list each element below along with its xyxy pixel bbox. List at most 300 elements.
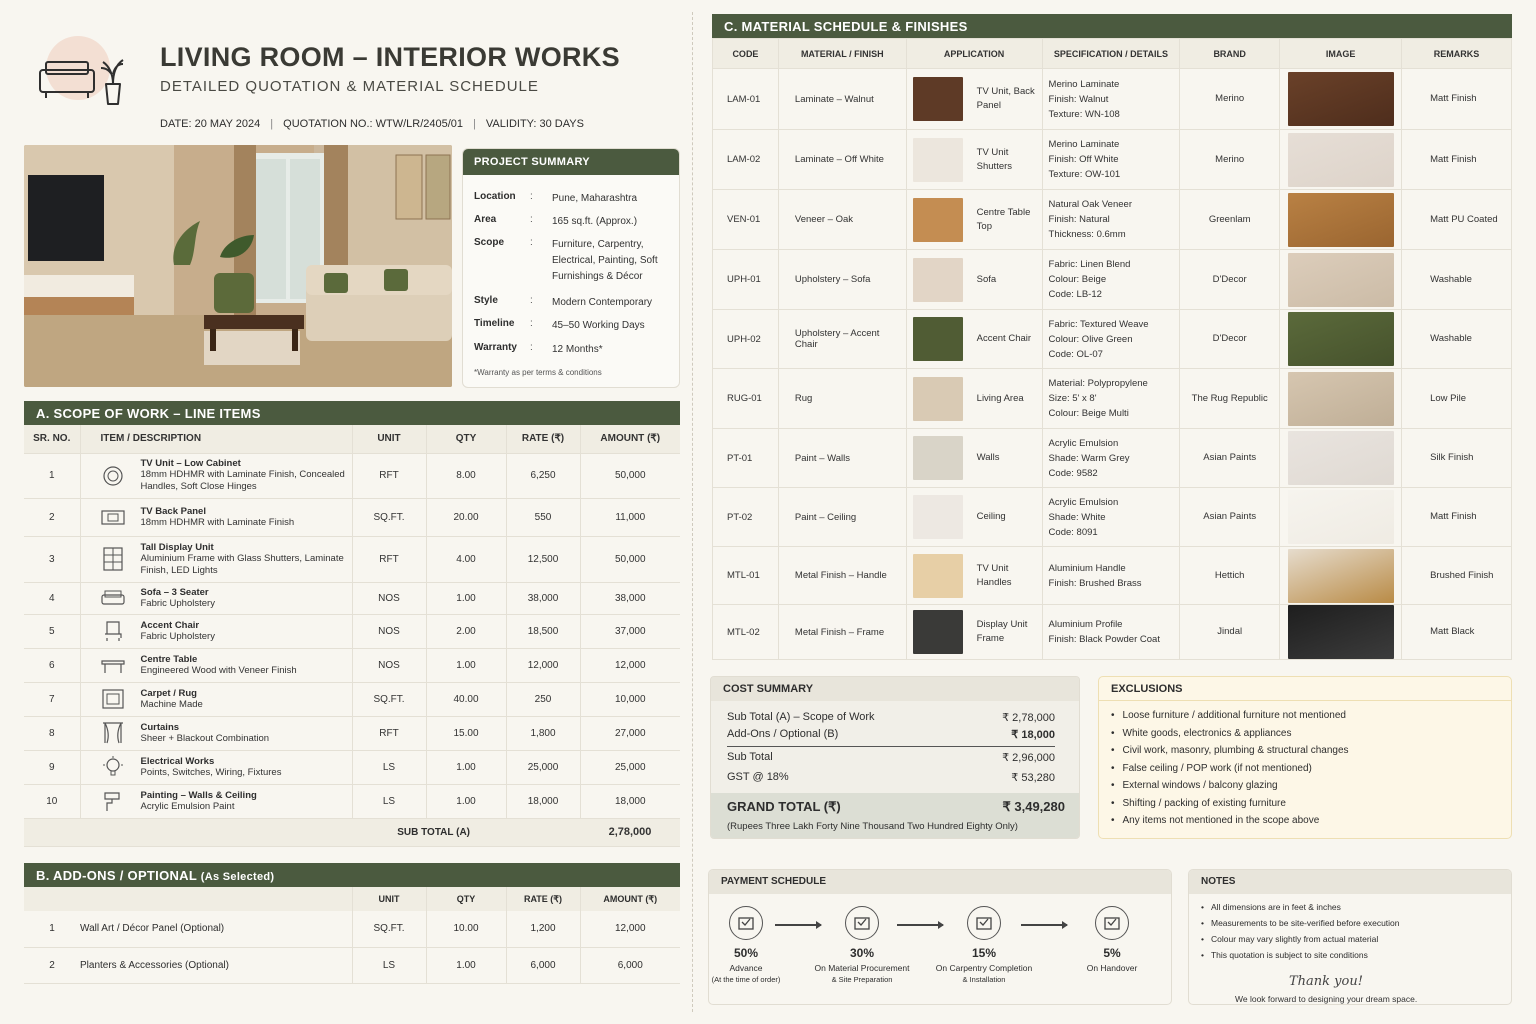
sr-no: 10	[24, 784, 80, 818]
spec-line: Code: OL-07	[1048, 348, 1103, 360]
payment-icon	[974, 913, 994, 933]
cost-summary-card	[710, 676, 1080, 839]
summary-value: 45–50 Working Days	[552, 320, 645, 331]
qty-cell: 8.00	[426, 453, 506, 498]
remarks-cell: Matt Finish	[1402, 130, 1512, 190]
col-spec: SPECIFICATION / DETAILS	[1042, 39, 1180, 69]
qty-cell: 2.00	[426, 614, 506, 648]
col-remarks: REMARKS	[1402, 39, 1512, 69]
payment-sublabel: & Site Preparation	[831, 975, 893, 984]
item-name: Accent Chair	[140, 619, 200, 631]
code-cell: MTL-01	[713, 547, 779, 605]
section-c-title: C. MATERIAL SCHEDULE & FINISHES	[712, 14, 1512, 38]
spec-line: Code: 9582	[1048, 467, 1098, 479]
item-description	[99, 789, 352, 813]
material-image	[1288, 193, 1394, 247]
amount-cell: 50,000	[580, 453, 680, 498]
spec-cell	[1042, 429, 1180, 488]
col-amount: AMOUNT (₹)	[580, 887, 680, 911]
spec-line: Acrylic Emulsion	[1048, 496, 1119, 508]
application-cell	[906, 190, 1042, 250]
rate-cell: 18,000	[506, 784, 580, 818]
table-row	[713, 130, 1512, 190]
material-image	[1288, 133, 1394, 187]
application-wrap	[913, 377, 1036, 421]
image-cell	[1280, 488, 1402, 547]
remarks-cell: Washable	[1402, 250, 1512, 310]
payment-sublabel: & Installation	[962, 975, 1006, 984]
list-item: • This quotation is subject to site conditions	[1201, 947, 1499, 963]
col-application: APPLICATION	[906, 39, 1042, 69]
cost-row	[727, 711, 1055, 724]
subtotal-label: SUB TOTAL (A)	[24, 818, 580, 846]
remarks-cell: Washable	[1402, 310, 1512, 369]
spec-line: Colour: Beige Multi	[1048, 408, 1129, 419]
living-room-logo-icon	[32, 30, 128, 110]
spec-line: Finish: Off White	[1048, 154, 1119, 165]
application-wrap	[913, 495, 1036, 539]
item-text	[141, 790, 257, 813]
item-detail: 18mm HDHMR with Laminate Finish	[140, 516, 295, 528]
code-cell: RUG-01	[713, 369, 779, 429]
addons-section	[24, 863, 680, 984]
item-name: Curtains	[140, 721, 180, 733]
spec-line: Shade: Warm Grey	[1048, 452, 1130, 464]
item-text	[141, 688, 203, 711]
summary-colon: :	[530, 237, 533, 248]
item-text	[141, 542, 352, 577]
application-cell	[906, 369, 1042, 429]
amount-cell: 27,000	[580, 716, 680, 750]
material-swatch	[913, 377, 963, 421]
table-row	[24, 947, 680, 983]
payment-step-icon	[729, 906, 763, 940]
payment-percent: 50%	[733, 946, 759, 960]
unit-cell: NOS	[352, 582, 426, 614]
spec-line: Code: LB-12	[1048, 289, 1102, 300]
col-material: MATERIAL / FINISH	[778, 39, 906, 69]
section-b-title-note: (As Selected)	[200, 871, 275, 883]
application-cell	[906, 130, 1042, 190]
material-image	[1288, 372, 1394, 426]
item-name: Sofa – 3 Seater	[140, 586, 209, 598]
application-cell	[906, 547, 1042, 605]
spec-line: Code: 8091	[1048, 526, 1098, 538]
cost-value: ₹ 53,280	[1011, 772, 1055, 784]
unit-cell: RFT	[352, 453, 426, 498]
qty-cell: 15.00	[426, 716, 506, 750]
summary-colon: :	[530, 295, 533, 306]
rate-cell: 25,000	[506, 750, 580, 784]
table-row	[713, 190, 1512, 250]
payment-icon	[736, 913, 756, 933]
cost-label: GST @ 18%	[727, 771, 789, 783]
amount-cell: 18,000	[580, 784, 680, 818]
section-b-title	[24, 863, 680, 887]
spec-line: Aluminium Handle	[1048, 562, 1126, 574]
payment-label: On Carpentry Completion	[935, 963, 1033, 973]
tv-panel-icon	[99, 505, 127, 529]
spec-cell	[1042, 488, 1180, 547]
list-item: • White goods, electronics & appliances	[1111, 725, 1499, 743]
item-cell	[80, 582, 352, 614]
summary-value: 12 Months*	[552, 344, 603, 355]
spec-line: Finish: Brushed Brass	[1048, 577, 1142, 589]
exclusions-card	[1098, 676, 1512, 839]
remarks-cell: Matt Finish	[1402, 488, 1512, 547]
remarks-cell: Matt Finish	[1402, 69, 1512, 130]
code-cell: LAM-01	[713, 69, 779, 130]
item-name: Painting – Walls & Ceiling	[140, 789, 257, 801]
material-image	[1288, 72, 1394, 126]
col-unit: UNIT	[352, 425, 426, 453]
rate-cell: 550	[506, 498, 580, 536]
scope-of-work-table	[24, 425, 680, 847]
material-cell: Metal Finish – Frame	[778, 605, 906, 660]
remarks-cell: Low Pile	[1402, 369, 1512, 429]
application-wrap	[913, 610, 1036, 654]
application-cell	[906, 605, 1042, 660]
brand-cell: D'Decor	[1180, 250, 1280, 310]
chair-icon	[99, 619, 127, 643]
summary-key: Scope	[474, 237, 505, 248]
col-rate: RATE (₹)	[506, 425, 580, 453]
bulb-icon	[99, 755, 127, 779]
item-cell	[80, 498, 352, 536]
material-image	[1288, 490, 1394, 544]
amount-cell: 12,000	[580, 648, 680, 682]
table-row	[713, 250, 1512, 310]
item-cell	[24, 947, 352, 983]
item-detail: Machine Made	[140, 698, 203, 710]
application-text: Display Unit Frame	[976, 619, 1028, 644]
application-wrap	[913, 436, 1036, 480]
image-cell	[1280, 429, 1402, 488]
table-row	[713, 429, 1512, 488]
table-row	[24, 453, 680, 498]
material-image	[1288, 312, 1394, 366]
rate-cell: 12,500	[506, 536, 580, 582]
notes-title: NOTES	[1189, 870, 1511, 894]
sr-no: 9	[24, 750, 80, 784]
image-cell	[1280, 250, 1402, 310]
col-qty: QTY	[426, 425, 506, 453]
summary-value: Modern Contemporary	[552, 297, 653, 308]
item-cell	[80, 453, 352, 498]
unit-cell: RFT	[352, 716, 426, 750]
spec-line: Material: Polypropylene	[1048, 378, 1148, 389]
subtotal-row	[24, 818, 680, 846]
summary-value: 165 sq.ft. (Approx.)	[552, 216, 638, 227]
sr-no: 2	[24, 498, 80, 536]
brand-cell: Asian Paints	[1180, 488, 1280, 547]
item-description	[99, 542, 352, 577]
payment-label: Advance	[729, 963, 763, 973]
item-cell	[80, 716, 352, 750]
spec-line: Fabric: Textured Weave	[1048, 318, 1149, 330]
spec-line: Texture: WN-108	[1048, 108, 1120, 120]
spec-cell	[1042, 605, 1180, 660]
item-description	[99, 505, 352, 529]
image-cell	[1280, 190, 1402, 250]
display-unit-icon	[99, 547, 127, 571]
material-swatch	[913, 138, 963, 182]
material-schedule-section	[712, 14, 1512, 660]
item-cell	[80, 784, 352, 818]
unit-cell: SQ.FT.	[352, 911, 426, 947]
table-icon	[99, 653, 127, 677]
exclusions-title: EXCLUSIONS	[1099, 677, 1511, 701]
curtain-icon	[99, 721, 127, 745]
item-description	[99, 586, 352, 610]
qty-cell: 1.00	[426, 750, 506, 784]
subtotal-value: 2,78,000	[580, 818, 680, 846]
item-text	[141, 458, 352, 493]
item-text	[141, 722, 270, 745]
sr-no: 1	[49, 923, 55, 935]
rate-cell: 12,000	[506, 648, 580, 682]
list-item: • Loose furniture / additional furniture not mentioned	[1111, 707, 1499, 725]
payment-step-icon	[1095, 906, 1129, 940]
amount-cell: 12,000	[580, 911, 680, 947]
item-description	[99, 721, 352, 745]
table-row	[713, 547, 1512, 605]
sr-no: 2	[49, 959, 55, 971]
rate-cell: 38,000	[506, 582, 580, 614]
material-cell: Veneer – Oak	[778, 190, 906, 250]
table-header-row	[24, 887, 680, 911]
list-item: • All dimensions are in feet & inches	[1201, 899, 1499, 915]
cabinet-icon	[99, 464, 127, 488]
spec-cell	[1042, 369, 1180, 429]
qty-cell: 1.00	[426, 582, 506, 614]
scope-of-work-section	[24, 401, 680, 847]
amount-cell: 37,000	[580, 614, 680, 648]
application-text: Sofa	[976, 273, 997, 285]
application-text: Walls	[976, 452, 1000, 463]
table-row	[24, 750, 680, 784]
item-cell	[80, 682, 352, 716]
section-a-title: A. SCOPE OF WORK – LINE ITEMS	[24, 401, 680, 425]
item-cell	[80, 648, 352, 682]
quotation-validity: VALIDITY: 30 DAYS	[485, 118, 584, 130]
item-text	[141, 756, 282, 779]
spec-line: Fabric: Linen Blend	[1048, 259, 1131, 270]
payment-percent: 30%	[849, 946, 875, 960]
sr-no: 7	[24, 682, 80, 716]
application-text: TV Unit Handles	[976, 562, 1012, 588]
payment-percent: 15%	[971, 946, 997, 960]
qty-cell: 1.00	[426, 648, 506, 682]
material-swatch	[913, 436, 963, 480]
cost-value: ₹ 2,96,000	[1002, 752, 1055, 764]
spec-line: Natural Oak Veneer	[1048, 199, 1132, 210]
item-text	[141, 587, 215, 610]
summary-row-area	[474, 214, 678, 230]
material-image	[1288, 605, 1394, 659]
payment-schedule-card	[708, 869, 1172, 1005]
addons-table	[24, 887, 680, 984]
amount-cell: 6,000	[580, 947, 680, 983]
col-amount: AMOUNT (₹)	[580, 425, 680, 453]
material-schedule-table	[712, 38, 1512, 660]
item-name: TV Unit – Low Cabinet	[140, 458, 241, 469]
table-row	[713, 605, 1512, 660]
code-cell: VEN-01	[713, 190, 779, 250]
item-detail: Acrylic Emulsion Paint	[140, 800, 235, 812]
col-rate: RATE (₹)	[506, 887, 580, 911]
rate-cell: 18,500	[506, 614, 580, 648]
arrow-right-icon	[775, 924, 821, 926]
payment-step	[708, 906, 801, 985]
closing-line: We look forward to designing your dream space.	[1235, 994, 1418, 1004]
application-cell	[906, 429, 1042, 488]
application-text: Accent Chair	[976, 333, 1032, 344]
material-swatch	[913, 317, 963, 361]
spec-cell	[1042, 130, 1180, 190]
material-cell: Upholstery – Accent Chair	[778, 310, 906, 369]
item-cell	[80, 614, 352, 648]
unit-cell: SQ.FT.	[352, 498, 426, 536]
quotation-meta	[160, 118, 584, 130]
grand-total-label: GRAND TOTAL (₹)	[727, 799, 841, 814]
list-item: • External windows / balcony glazing	[1111, 777, 1499, 795]
item-detail: Fabric Upholstery	[140, 597, 215, 609]
sr-no: 5	[24, 614, 80, 648]
code-cell: UPH-01	[713, 250, 779, 310]
payment-schedule-title: PAYMENT SCHEDULE	[709, 870, 1171, 894]
table-row	[24, 536, 680, 582]
summary-colon: :	[530, 214, 533, 225]
sr-no: 8	[24, 716, 80, 750]
section-b-title-text: B. ADD-ONS / OPTIONAL	[36, 868, 197, 883]
summary-key: Location	[474, 191, 516, 202]
spec-line: Finish: Black Powder Coat	[1048, 634, 1160, 645]
unit-cell: RFT	[352, 536, 426, 582]
page-divider	[692, 12, 693, 1012]
sr-no: 1	[24, 453, 80, 498]
material-swatch	[913, 495, 963, 539]
table-row	[713, 369, 1512, 429]
summary-row-location	[474, 191, 678, 207]
payment-step-icon	[845, 906, 879, 940]
payment-step-icon	[967, 906, 1001, 940]
remarks-cell: Silk Finish	[1402, 429, 1512, 488]
col-item: ITEM / DESCRIPTION	[80, 425, 352, 453]
item-detail: Fabric Upholstery	[140, 630, 215, 642]
application-text: Centre Table Top	[976, 206, 1031, 232]
warranty-note: *Warranty as per terms & conditions	[474, 368, 602, 377]
payment-percent: 5%	[1103, 946, 1121, 960]
col-code: CODE	[713, 39, 779, 69]
cost-label: Sub Total	[727, 751, 773, 763]
spec-cell	[1042, 250, 1180, 310]
cost-label: Sub Total (A) – Scope of Work	[727, 711, 875, 723]
summary-row-style	[474, 295, 678, 311]
col-unit: UNIT	[352, 887, 426, 911]
summary-value: Pune, Maharashtra	[552, 193, 638, 204]
item-description	[99, 653, 352, 677]
spec-line: Texture: OW-101	[1048, 169, 1121, 180]
item-description	[99, 687, 352, 711]
material-cell: Paint – Walls	[778, 429, 906, 488]
rate-cell: 6,250	[506, 453, 580, 498]
application-wrap	[913, 258, 1036, 302]
item-detail: Aluminium Frame with Glass Shutters, Laminate Finish, LED Lights	[140, 552, 344, 576]
item-name: Electrical Works	[140, 755, 215, 767]
rug-icon	[99, 687, 127, 711]
remarks-cell: Matt Black	[1402, 605, 1512, 660]
meta-separator: |	[473, 118, 476, 130]
cost-value: ₹ 2,78,000	[1002, 712, 1055, 724]
summary-key: Warranty	[474, 342, 517, 353]
unit-cell: LS	[352, 750, 426, 784]
brand-cell: D'Decor	[1180, 310, 1280, 369]
material-swatch	[913, 198, 963, 242]
qty-cell: 20.00	[426, 498, 506, 536]
list-item: • Shifting / packing of existing furniture	[1111, 795, 1499, 813]
quotation-date: DATE: 20 MAY 2024	[160, 118, 261, 130]
item-name: Wall Art / Décor Panel (Optional)	[80, 923, 225, 935]
payment-icon	[1102, 913, 1122, 933]
spec-cell	[1042, 69, 1180, 130]
summary-key: Timeline	[474, 318, 515, 329]
exclusions-list	[1099, 701, 1511, 836]
table-row	[24, 648, 680, 682]
application-wrap	[913, 317, 1036, 361]
application-text: TV Unit Shutters	[976, 146, 1013, 172]
item-name: TV Back Panel	[140, 505, 206, 517]
code-cell: MTL-02	[713, 605, 779, 660]
thank-you-signature: Thank you!	[1289, 974, 1363, 989]
list-item: • False ceiling / POP work (if not mentioned)	[1111, 760, 1499, 778]
col-blank	[24, 887, 352, 911]
item-detail: Engineered Wood with Veneer Finish	[140, 664, 297, 676]
image-cell	[1280, 369, 1402, 429]
amount-cell: 38,000	[580, 582, 680, 614]
table-row	[24, 614, 680, 648]
table-row	[713, 488, 1512, 547]
payment-label: On Handover	[1086, 963, 1138, 973]
cost-row	[727, 751, 1055, 764]
summary-row-timeline	[474, 318, 678, 334]
application-wrap	[913, 198, 1036, 242]
item-name: Planters & Accessories (Optional)	[80, 959, 229, 971]
material-image	[1288, 549, 1394, 603]
application-cell	[906, 310, 1042, 369]
col-sr: SR. NO.	[24, 425, 80, 453]
spec-cell	[1042, 310, 1180, 369]
cost-summary-title: COST SUMMARY	[711, 677, 1079, 701]
spec-line: Finish: Natural	[1048, 214, 1110, 225]
brand-cell: Merino	[1180, 130, 1280, 190]
qty-cell: 1.00	[426, 947, 506, 983]
table-row	[24, 716, 680, 750]
item-name: Carpet / Rug	[140, 687, 197, 699]
payment-step	[929, 906, 1039, 985]
summary-key: Area	[474, 214, 497, 225]
item-description	[99, 755, 352, 779]
rate-cell: 1,200	[506, 911, 580, 947]
material-swatch	[913, 258, 963, 302]
table-header-row	[24, 425, 680, 453]
meta-separator: |	[270, 118, 274, 130]
material-cell: Metal Finish – Handle	[778, 547, 906, 605]
list-item: • Civil work, masonry, plumbing & structural changes	[1111, 742, 1499, 760]
rate-cell: 250	[506, 682, 580, 716]
brand-cell: The Rug Republic	[1180, 369, 1280, 429]
spec-line: Thickness: 0.6mm	[1048, 229, 1126, 240]
